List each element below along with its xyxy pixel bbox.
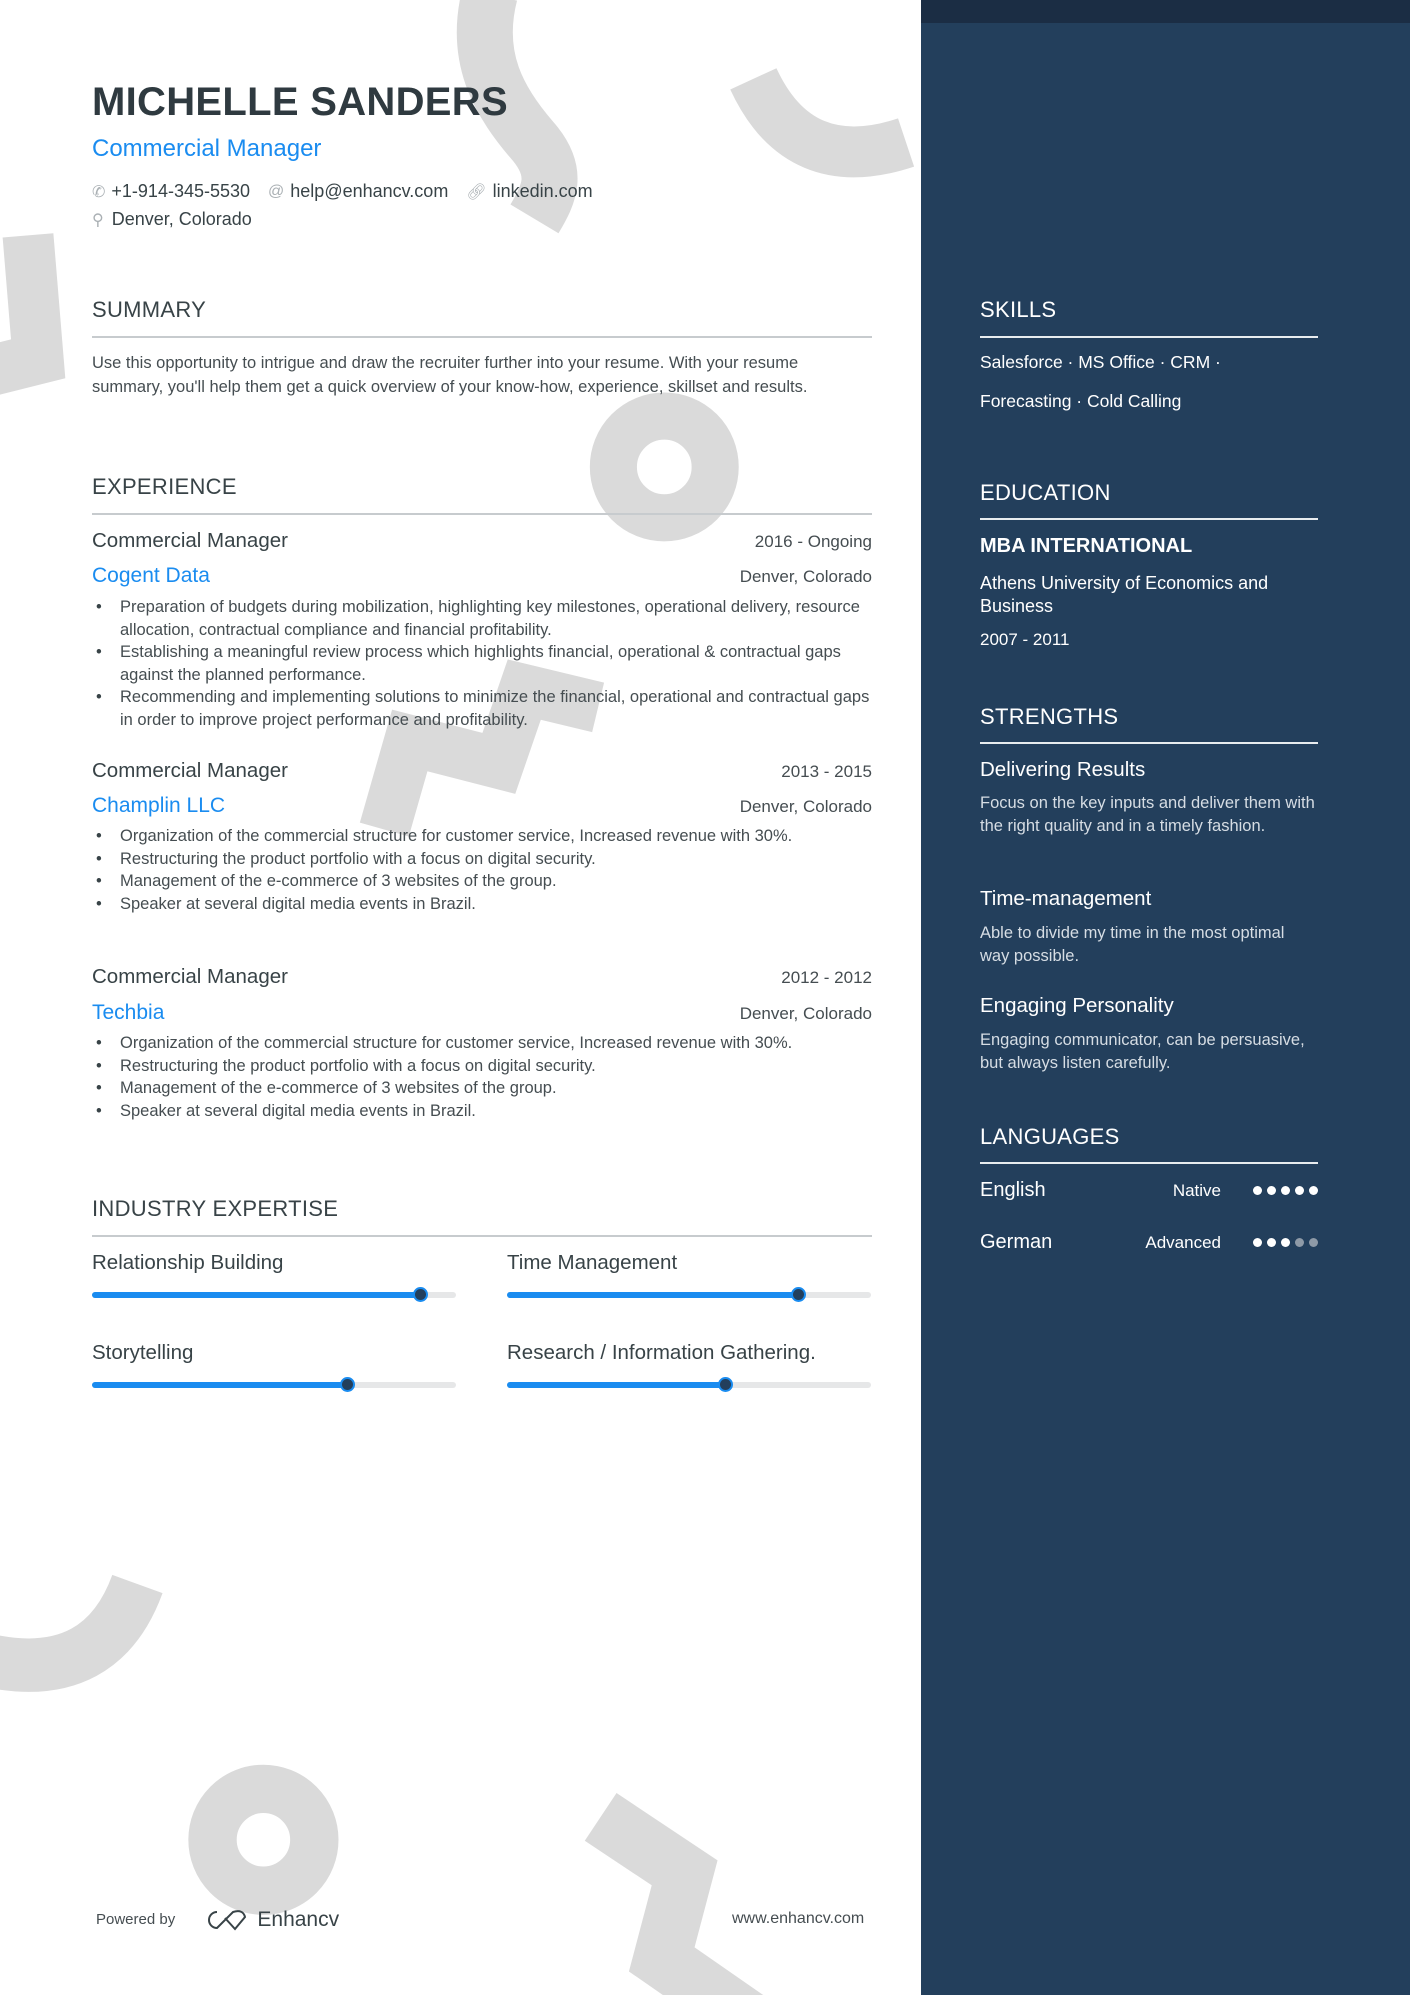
- level-dot-empty: [1295, 1238, 1304, 1247]
- language-level: Advanced: [1145, 1232, 1221, 1252]
- expertise-item: [92, 1341, 456, 1388]
- education-degree: MBA INTERNATIONAL: [980, 535, 1193, 557]
- job-header: [92, 759, 872, 783]
- expertise-bar: [92, 1292, 456, 1298]
- level-dot-filled: [1267, 1238, 1276, 1247]
- powered-by: [96, 1908, 339, 1932]
- expertise-label: Research / Information Gathering.: [507, 1341, 816, 1364]
- decor-ring: [613, 416, 715, 518]
- bullet: • Management of the e-commerce of 3 websites of the group.: [120, 1077, 872, 1100]
- level-dot-filled: [1267, 1186, 1276, 1195]
- decor-l-shape: [0, 235, 38, 371]
- decor-arc: [753, 79, 906, 152]
- email-text: help@enhancv.com: [290, 181, 449, 201]
- job-header: [92, 965, 872, 989]
- languages-divider: [980, 1162, 1318, 1164]
- languages-heading: LANGUAGES: [980, 1124, 1120, 1149]
- bullet: • Organization of the commercial structure for customer service, Increased revenue with 30%.: [120, 825, 872, 848]
- contact-email[interactable]: [268, 181, 448, 202]
- summary-heading: SUMMARY: [92, 297, 207, 322]
- link-text: linkedin.com: [492, 181, 593, 201]
- enhancv-brand-text: Enhancv: [257, 1908, 340, 1931]
- location-text: Denver, Colorado: [111, 209, 252, 229]
- bullet: • Establishing a meaningful review process which highlights financial, operational & contractual gaps against the planned performance.: [120, 641, 872, 686]
- strength-desc: Able to divide my time in the most optimal way possible.: [980, 924, 1285, 965]
- job-header: [92, 529, 872, 553]
- strength-desc: Focus on the key inputs and deliver them with the right quality and in a timely fashion.: [980, 794, 1315, 835]
- bullet: • Preparation of budgets during mobilization, highlighting key milestones, operational delivery, resource allocation, contractual compliance and financial profitability.: [120, 596, 872, 641]
- education-dates: 2007 - 2011: [980, 630, 1070, 649]
- expertise-bar: [507, 1382, 871, 1388]
- skills-heading: SKILLS: [980, 297, 1057, 322]
- contact-location: [92, 209, 252, 230]
- summary-text: Use this opportunity to intrigue and draw the recruiter further into your resume. With your resume summary, you'll help them get a quick overview of your know-how, experience, skillset and results.: [92, 354, 808, 396]
- job-bullets: [92, 825, 872, 915]
- language-level: Native: [1172, 1180, 1221, 1200]
- expertise-item: [507, 1341, 871, 1388]
- candidate-title: Commercial Manager: [92, 135, 322, 162]
- strength-desc: Engaging communicator, can be persuasive, but always listen carefully.: [980, 1031, 1305, 1072]
- experience-divider: [92, 513, 872, 515]
- job-role: Commercial Manager: [92, 965, 288, 988]
- job-company-row: [92, 794, 872, 818]
- bullet: • Organization of the commercial structure for customer service, Increased revenue with 30%.: [120, 1032, 872, 1055]
- level-dot-filled: [1281, 1238, 1290, 1247]
- enhancv-logo[interactable]: [203, 1908, 339, 1932]
- level-dot-empty: [1309, 1238, 1318, 1247]
- contact-phone[interactable]: [92, 181, 250, 202]
- job-company: Cogent Data: [92, 564, 210, 587]
- job-bullets: [92, 1032, 872, 1122]
- language-name: English: [980, 1179, 1046, 1201]
- education-divider: [980, 518, 1318, 520]
- bullet: • Restructuring the product portfolio with a focus on digital security.: [120, 848, 872, 871]
- job-bullets: [92, 596, 872, 731]
- strength-title: Engaging Personality: [980, 994, 1174, 1017]
- expertise-heading: INDUSTRY EXPERTISE: [92, 1196, 339, 1221]
- language-name: German: [980, 1231, 1053, 1253]
- expertise-bar-fill: [507, 1292, 798, 1298]
- sidebar-top-bar: [921, 0, 1410, 23]
- expertise-bar: [92, 1382, 456, 1388]
- education-school: Athens University of Economics and Business: [980, 573, 1269, 616]
- job-location: Denver, Colorado: [739, 797, 872, 816]
- strength-title: Delivering Results: [980, 758, 1146, 781]
- decor-ring-bottom: [213, 1789, 315, 1891]
- expertise-bar-fill: [92, 1382, 347, 1388]
- expertise-item: [507, 1251, 871, 1298]
- decor-zigzag-bottom: [601, 1817, 754, 1995]
- level-dot-filled: [1281, 1186, 1290, 1195]
- expertise-bar-fill: [507, 1382, 725, 1388]
- skills-line-1: Salesforce · MS Office · CRM ·: [980, 352, 1221, 372]
- location-pin-icon: ⚲: [92, 211, 104, 229]
- job-role: Commercial Manager: [92, 529, 288, 552]
- contact-link[interactable]: [466, 181, 592, 202]
- phone-text: +1-914-345-5530: [111, 181, 251, 201]
- language-level-dots: [1253, 1238, 1318, 1247]
- job-company: Champlin LLC: [92, 794, 226, 817]
- expertise-bar-fill: [92, 1292, 420, 1298]
- expertise-bar: [507, 1292, 871, 1298]
- link-icon: 🔗︎: [466, 183, 487, 201]
- skills-divider: [980, 336, 1318, 338]
- expertise-label: Storytelling: [92, 1341, 194, 1364]
- bullet: • Speaker at several digital media events in Brazil.: [120, 1100, 872, 1123]
- job-location: Denver, Colorado: [739, 1004, 872, 1023]
- skills-line-2: Forecasting · Cold Calling: [980, 391, 1182, 411]
- level-dot-filled: [1295, 1186, 1304, 1195]
- job-dates: 2016 - Ongoing: [754, 532, 872, 551]
- level-dot-filled: [1253, 1238, 1262, 1247]
- decor-arc-bottom: [0, 1584, 137, 1665]
- expertise-item: [92, 1251, 456, 1298]
- language-row: [980, 1179, 1318, 1202]
- bullet: • Restructuring the product portfolio with a focus on digital security.: [120, 1055, 872, 1078]
- enhancv-logo-icon: [203, 1909, 249, 1931]
- expertise-bar-knob: [413, 1287, 428, 1302]
- expertise-label: Relationship Building: [92, 1251, 284, 1274]
- phone-icon: ✆: [92, 183, 106, 201]
- language-row: [980, 1231, 1318, 1254]
- bullet: • Recommending and implementing solutions to minimize the financial, operational and contractual gaps in order to improve project performance and profitability.: [120, 686, 872, 731]
- contact-info: [92, 181, 593, 202]
- education-heading: EDUCATION: [980, 480, 1111, 505]
- strengths-heading: STRENGTHS: [980, 704, 1119, 729]
- job-location: Denver, Colorado: [739, 567, 872, 586]
- expertise-bar-knob: [340, 1377, 355, 1392]
- strength-title: Time-management: [980, 887, 1152, 910]
- level-dot-filled: [1309, 1186, 1318, 1195]
- level-dot-filled: [1253, 1186, 1262, 1195]
- sidebar: [921, 0, 1410, 1995]
- candidate-name: MICHELLE SANDERS: [92, 80, 508, 124]
- experience-heading: EXPERIENCE: [92, 474, 237, 499]
- expertise-divider: [92, 1235, 872, 1237]
- strengths-divider: [980, 742, 1318, 744]
- bullet: • Management of the e-commerce of 3 websites of the group.: [120, 870, 872, 893]
- at-icon: @: [268, 182, 285, 200]
- powered-by-text: Powered by: [96, 1910, 176, 1928]
- job-company-row: [92, 564, 872, 588]
- job-company-row: [92, 1001, 872, 1025]
- job-dates: 2012 - 2012: [781, 968, 872, 987]
- bullet: • Speaker at several digital media events in Brazil.: [120, 893, 872, 916]
- expertise-label: Time Management: [507, 1251, 678, 1274]
- summary-divider: [92, 336, 872, 338]
- footer-url[interactable]: www.enhancv.com: [732, 1910, 865, 1927]
- language-level-dots: [1253, 1186, 1318, 1195]
- job-company: Techbia: [92, 1001, 165, 1024]
- job-dates: 2013 - 2015: [781, 762, 872, 781]
- job-role: Commercial Manager: [92, 759, 288, 782]
